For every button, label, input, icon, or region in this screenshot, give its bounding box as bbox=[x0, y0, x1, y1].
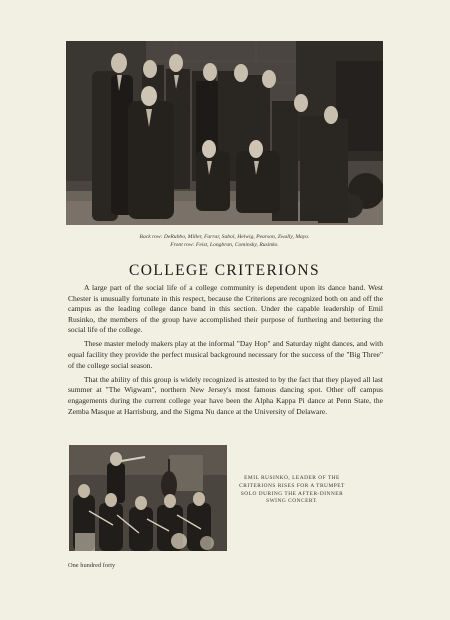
band-photo-illustration bbox=[69, 445, 227, 551]
paragraph-3: That the ability of this group is widely recognized is attested to by the fact that they played all last summer at "The Wigwam", northern New Jersey's most famous dancing spot. Other off campus engagements during the current college year have been the Alpha Kappa Pi dance at Penn State, the Zemba Masque at Harrisburg, and the Sigma Nu dance at the University of Delaware. bbox=[68, 374, 383, 416]
page-number: One hundred forty bbox=[68, 562, 116, 569]
paragraph-1: A large part of the social life of a college community is dependent upon its dance band. West Chester is unusually fortunate in this respect, because the Criterions are recognized both on and off the campus as the leading college dance band in this section. Under the capable leadership of Emil Rusinko, the members of the group have accomplished their purpose of furthering and bettering the social life of the college. bbox=[68, 283, 383, 335]
band-photo bbox=[69, 445, 227, 551]
group-photo-caption bbox=[66, 233, 383, 249]
caption-front-row: Front row: Feist, Longbran, Cominsky, Rusinko. bbox=[170, 242, 279, 248]
group-photo bbox=[66, 41, 383, 225]
paragraph-2: These master melody makers play at the informal "Day Hop" and Saturday night dances, and with equal facility they provide the perfect musical background necessary for the success of the "Big Three" of the college social season. bbox=[68, 339, 383, 370]
article-body bbox=[68, 283, 383, 421]
caption-back-row: Back row: DeRubbo, Miller, Farrar, Sabol, Helwig, Pearson, Zwally, Mayo. bbox=[139, 234, 310, 240]
page-title: COLLEGE CRITERIONS bbox=[129, 262, 320, 279]
group-photo-illustration bbox=[66, 41, 383, 225]
band-photo-caption: EMIL RUSINKO, LEADER OF THE CRITERIONS RISES FOR A TRUMPET SOLO DURING THE AFTER-DINNER SWING CONCERT. bbox=[239, 475, 345, 505]
